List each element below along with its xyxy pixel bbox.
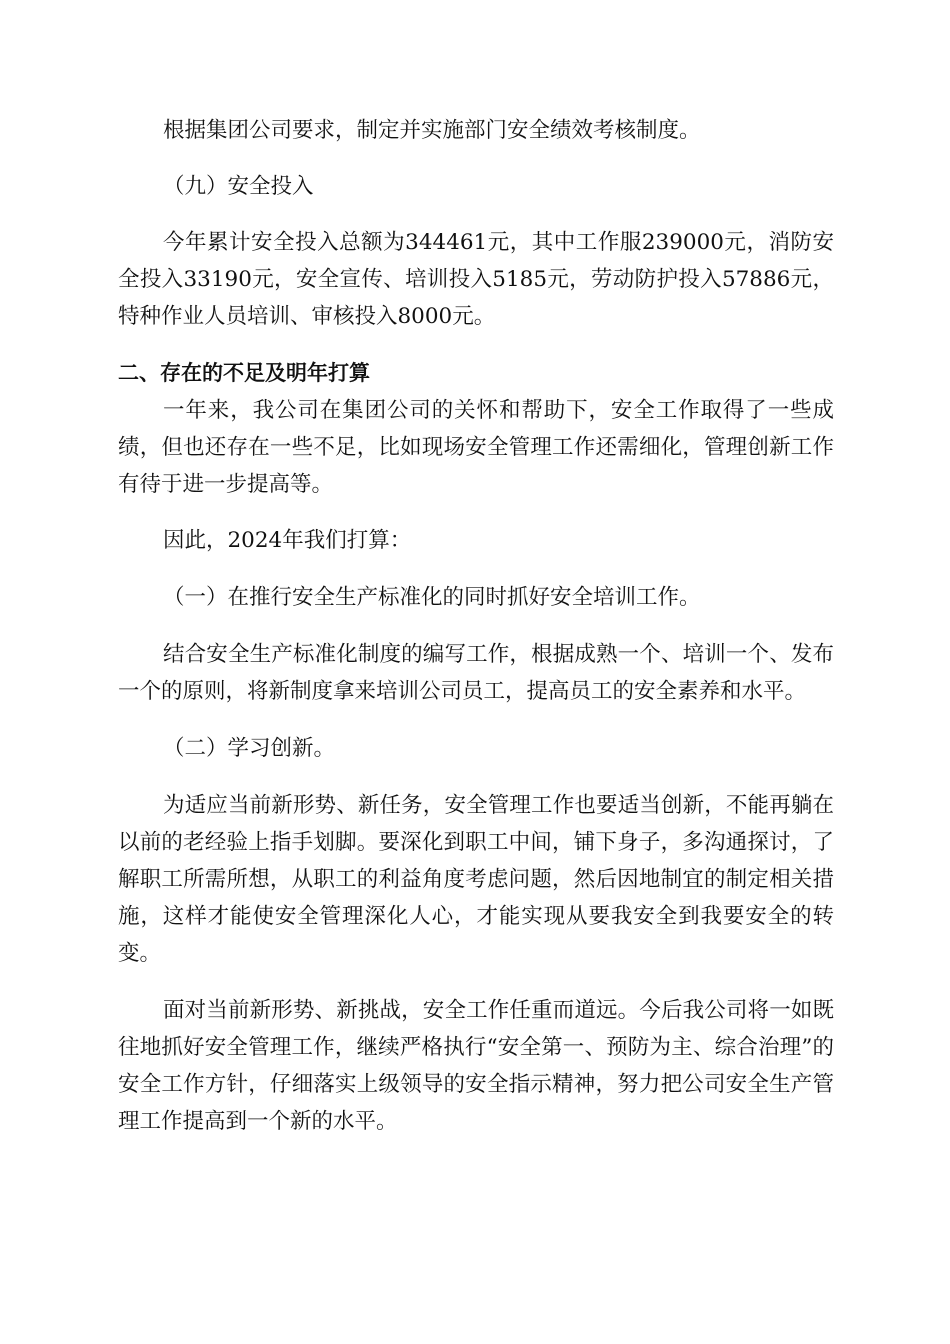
subheading-learning-innovation: （二）学习创新。: [163, 736, 336, 761]
paragraph-standardization-details: 结合安全生产标准化制度的编写工作，根据成熟一个、培训一个、发布一个的原则，将新制度拿来培训公司员工，提高员工的安全素养和水平。: [118, 642, 834, 704]
paragraph-year-review: 一年来，我公司在集团公司的关怀和帮助下，安全工作取得了一些成绩，但也还存在一些不足，比如现场安全管理工作还需细化，管理创新工作有待于进一步提高等。: [118, 398, 834, 497]
subheading-standardization-training: （一）在推行安全生产标准化的同时抓好安全培训工作。: [163, 585, 701, 610]
paragraph-plan-intro: 因此，2024年我们打算：: [163, 528, 412, 553]
paragraph-conclusion: 面对当前新形势、新挑战，安全工作任重而道远。今后我公司将一如既往地抓好安全管理工作，继续严格执行“安全第一、预防为主、综合治理”的安全工作方针，仔细落实上级领导的安全指示精神，努力把公司安全生产管理工作提高到一个新的水平。: [118, 998, 834, 1134]
subheading-safety-investment: （九）安全投入: [163, 174, 314, 199]
document-body: [118, 112, 834, 1140]
paragraph-performance-assessment: 根据集团公司要求，制定并实施部门安全绩效考核制度。: [163, 118, 701, 143]
section-heading-shortcomings-plans: 二、存在的不足及明年打算: [118, 361, 370, 385]
paragraph-innovation-details: 为适应当前新形势、新任务，安全管理工作也要适当创新，不能再躺在以前的老经验上指手划脚。要深化到职工中间，铺下身子，多沟通探讨，了解职工所需所想，从职工的利益角度考虑问题，然后因地制宜的制定相关措施，这样才能使安全管理深化人心，才能实现从要我安全到我要安全的转变。: [118, 793, 834, 966]
paragraph-investment-details: 今年累计安全投入总额为344461元，其中工作服239000元，消防安全投入33190元，安全宣传、培训投入5185元，劳动防护投入57886元，特种作业人员培训、审核投入8000元。: [118, 230, 834, 329]
